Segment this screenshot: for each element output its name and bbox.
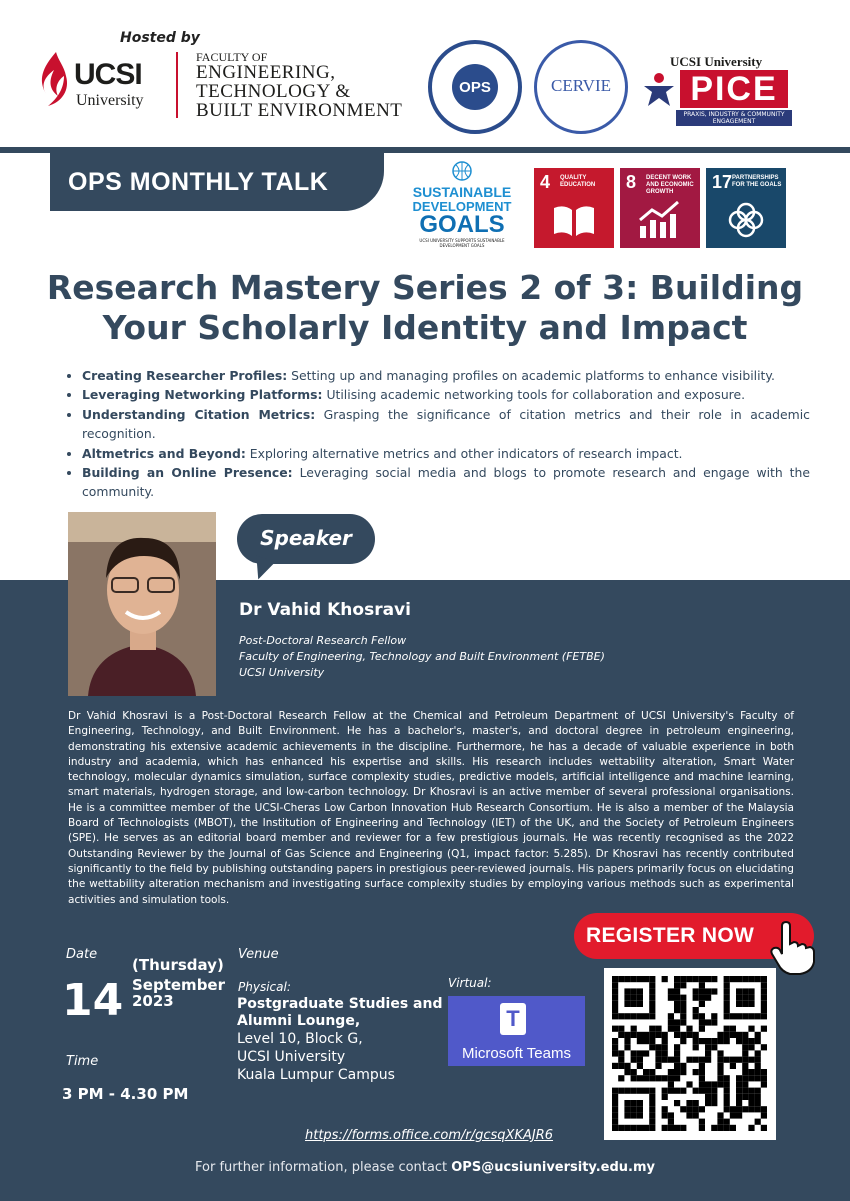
physical-label: Physical: xyxy=(238,980,291,994)
ops-seal-text: OPS xyxy=(452,64,498,110)
speaker-name: Dr Vahid Khosravi xyxy=(239,600,411,620)
venue-address-line: Level 10, Block G, xyxy=(237,1031,363,1047)
venue-label: Venue xyxy=(238,947,279,962)
speaker-label: Speaker xyxy=(260,526,352,550)
venue-name-line-1: Postgraduate Studies and xyxy=(237,996,443,1012)
topic-head: Altmetrics and Beyond: xyxy=(82,445,246,461)
topic-text: Exploring alternative metrics and other indicators of research impact. xyxy=(245,445,683,461)
venue-address-line: UCSI University xyxy=(237,1049,346,1065)
topic-item xyxy=(82,385,810,404)
topic-text: Utilising academic networking tools for collaboration and exposure. xyxy=(322,387,746,403)
pice-figure-icon xyxy=(640,70,678,108)
topic-list xyxy=(64,366,810,502)
virtual-label: Virtual: xyxy=(448,976,492,990)
platform-name: Microsoft Teams xyxy=(462,1045,571,1062)
sdg-word-3: GOALS xyxy=(419,211,505,238)
sdg-goal-label: PARTNERSHIPS FOR THE GOALS xyxy=(732,175,782,188)
contact-email[interactable]: OPS@ucsiuniversity.edu.my xyxy=(451,1160,655,1175)
speaker-photo xyxy=(68,512,216,696)
register-now-label[interactable]: REGISTER NOW xyxy=(586,924,755,947)
sdg-goal-number: 8 xyxy=(626,172,637,192)
event-year: 2023 xyxy=(132,992,174,1010)
pice-logo-text: PICE xyxy=(680,70,788,108)
topic-text: Leveraging social media and blogs to promote research and engage with the community. xyxy=(82,465,810,500)
time-label: Time xyxy=(66,1054,99,1069)
event-time: 3 PM - 4.30 PM xyxy=(62,1085,189,1103)
sdg-goal-17 xyxy=(706,168,786,248)
contact-footer xyxy=(0,1160,850,1175)
sdg-goal-label: DECENT WORK AND ECONOMIC GROWTH xyxy=(646,175,694,195)
ucsi-flame-icon xyxy=(36,50,70,110)
logo-divider xyxy=(176,52,178,118)
event-month: September xyxy=(132,976,225,994)
pice-logo-subtext: PRAXIS, INDUSTRY & COMMUNITY ENGAGEMENT xyxy=(676,110,792,126)
registration-qr-code[interactable] xyxy=(604,968,776,1140)
sdg-goal-number: 4 xyxy=(540,172,551,192)
topic-item xyxy=(82,463,810,502)
hosted-by-label: Hosted by xyxy=(120,30,200,46)
venue-address-line: Kuala Lumpur Campus xyxy=(237,1067,395,1083)
pice-ucsi-label: UCSI University xyxy=(670,54,763,69)
speaker-role-line: Faculty of Engineering, Technology and Built Environment (FETBE) xyxy=(239,650,605,663)
sdg-support-note: UCSI UNIVERSITY SUPPORTS SUSTAINABLE DEVELOPMENT GOALS xyxy=(419,238,505,248)
event-day: 14 xyxy=(62,975,124,1026)
venue-name-line-2: Alumni Lounge, xyxy=(237,1013,361,1029)
speaker-bio: Dr Vahid Khosravi is a Post-Doctoral Research Fellow at the Chemical and Petroleum Department of UCSI University's Faculty of Engineering, Technology, and Built Environment. He has a bachelor's, master's, and doctoral degree in petroleum engineering, demonstrating his extensive academic achievements in the discipline. Furthermore, he has a decade of valuable experience in both industry and academia, which has enhanced his expertise and skills. His research includes wettability alteration, Smart Water technology, molecular dynamics simulation, surface complexity studies, predictive models, artificial intelligence and machine learning, smart materials, hydrogen storage, and low-carbon technology. Dr Khosravi is an active member of several professional organisations. He is a committee member of the UCSI-Cheras Low Carbon Innovation Hub Research Consortium. He is also a member of the Malaysia Board of Technologists (MBOT), the Institution of Engineering and Technology (IET) of the UK, and the Society of Petroleum Engineers (SPE). He serves as an editorial board member and reviewer for a few prestigious journals. He was recently recognised as the 2022 Outstanding Reviewer by the Journal of Gas Science and Engineering (Q1, impact factor: 5.285). Dr Khosravi has recently contributed significantly to the field by publishing outstanding papers in prestigious peer-reviewed journals. His papers primarily focus on elucidating the wettability alteration mechanism and investigating surface complexity studies by employing various methods such as experimental activities and simulation tools. xyxy=(68,710,794,906)
topic-item xyxy=(82,405,810,444)
faculty-line-2: TECHNOLOGY & xyxy=(196,81,351,102)
sdg-word-2: DEVELOPMENT xyxy=(412,199,512,214)
book-icon xyxy=(552,200,596,240)
teams-icon: T xyxy=(500,1003,526,1035)
registration-link[interactable]: https://forms.office.com/r/gcsqXKAJR6 xyxy=(305,1128,554,1143)
un-emblem-icon xyxy=(448,160,476,182)
sdg-goal-label: QUALITY EDUCATION xyxy=(560,175,596,188)
speaker-role-line: Post-Doctoral Research Fellow xyxy=(239,634,407,647)
topic-head: Understanding Citation Metrics: xyxy=(82,406,316,422)
contact-text: For further information, please contact xyxy=(195,1160,452,1175)
date-label: Date xyxy=(66,947,98,962)
faculty-line-1: ENGINEERING, xyxy=(196,62,336,83)
topic-head: Building an Online Presence: xyxy=(82,465,293,481)
talk-title: Research Mastery Series 2 of 3: Building Your Scholarly Identity and Impact xyxy=(46,268,804,347)
growth-chart-icon xyxy=(638,200,682,240)
sdg-goal-number: 17 xyxy=(712,172,733,192)
sdg-goal-8 xyxy=(620,168,700,248)
topic-item xyxy=(82,444,810,463)
topic-text: Setting up and managing profiles on academic platforms to enhance visibility. xyxy=(287,368,775,383)
topic-item xyxy=(82,366,810,385)
topic-head: Leveraging Networking Platforms: xyxy=(82,387,323,403)
cervie-seal-text: CERVIE xyxy=(550,76,612,95)
sdg-goal-4 xyxy=(534,168,614,248)
partnership-flower-icon xyxy=(724,200,768,240)
topic-text: Grasping the significance of citation metrics and their role in academic recognition. xyxy=(82,406,810,442)
faculty-of-label: FACULTY OF xyxy=(196,50,268,64)
topic-head: Creating Researcher Profiles: xyxy=(82,368,288,383)
sdg-word-1: SUSTAINABLE xyxy=(412,184,512,200)
ucsi-logo-text: UCSI xyxy=(74,58,142,91)
ucsi-logo-subtext: University xyxy=(76,92,144,109)
event-weekday: (Thursday) xyxy=(132,956,224,974)
faculty-line-3: BUILT ENVIRONMENT xyxy=(196,100,403,121)
ops-monthly-talk-label: OPS MONTHLY TALK xyxy=(68,168,329,196)
speaker-role-line: UCSI University xyxy=(239,666,325,679)
